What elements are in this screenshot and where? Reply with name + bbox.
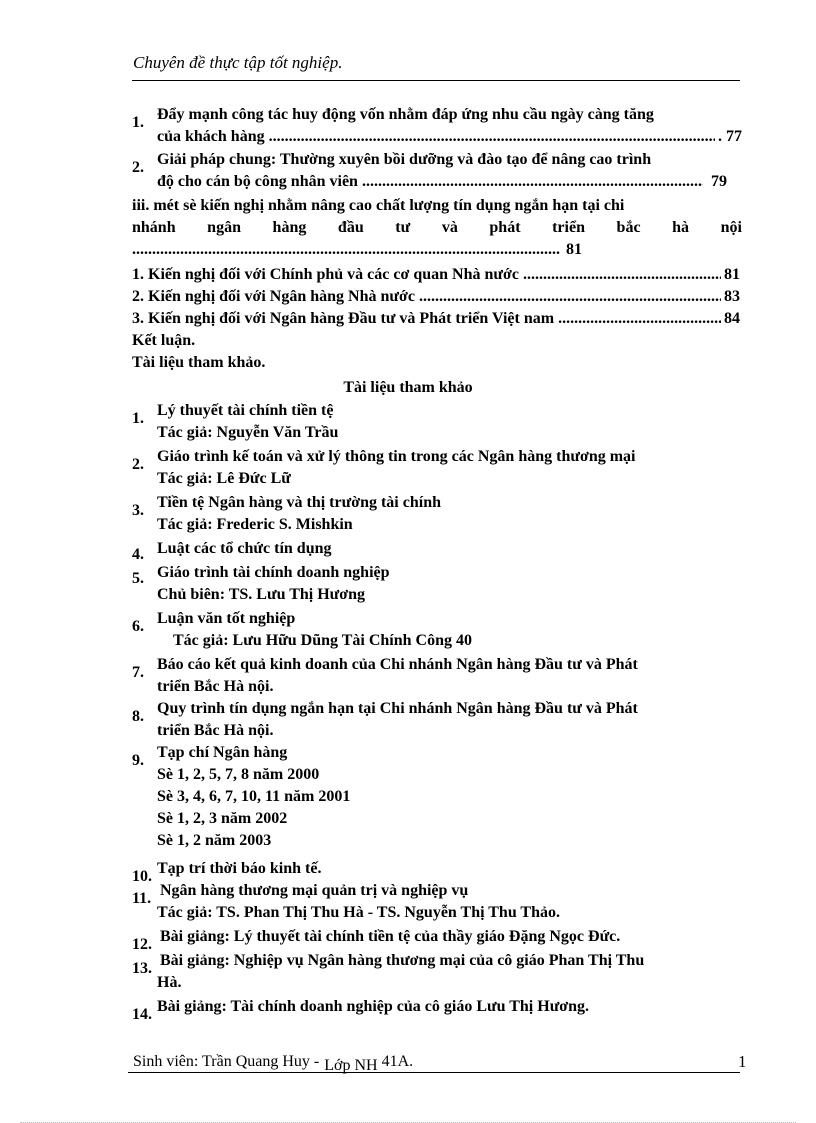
bibliography-item-line: Luật các tổ chức tín dụng xyxy=(157,540,332,557)
leader-dots xyxy=(362,171,703,193)
page-header-title: Chuyên đề thực tập tốt nghiệp. xyxy=(133,53,343,72)
bibliography-item-line: Tác giả: TS. Phan Thị Thu Hà - TS. Nguyễn Thị Thu Thảo. xyxy=(157,904,560,921)
bibliography-item-line: triển Bắc Hà nội. xyxy=(157,678,274,695)
bibliography-item-number: 7. xyxy=(132,664,144,681)
bibliography-item-line: triển Bắc Hà nội. xyxy=(157,722,274,739)
toc-section-line xyxy=(132,239,582,261)
toc-rec-1 xyxy=(132,264,740,286)
toc-section-word: phát xyxy=(489,219,521,236)
bibliography-item-line: Giáo trình kế toán và xử lý thông tin trong các Ngân hàng thương mại xyxy=(157,448,636,465)
header-rule xyxy=(132,80,740,81)
bibliography-item-line: Tạp chí Ngân hàng xyxy=(157,744,288,761)
toc-section-iii xyxy=(132,195,742,261)
footer-class-label: Lớp NH xyxy=(324,1057,378,1074)
bibliography-item-line: Tác giả: Frederic S. Mishkin xyxy=(157,516,353,533)
toc-item-2 xyxy=(132,149,742,193)
leader-dots xyxy=(269,126,715,148)
footer-rule xyxy=(128,1072,740,1073)
bibliography-item-number: 13. xyxy=(132,960,152,977)
bibliography-item-number: 1. xyxy=(132,410,144,427)
toc-section-line: iii. mét sè kiến nghị nhằm nâng cao chất lượng tín dụng ngắn hạn tại chi xyxy=(132,197,625,214)
toc-page-number: . 77 xyxy=(718,128,742,145)
toc-page-number: 83 xyxy=(724,288,740,305)
toc-item-text: của khách hàng xyxy=(157,128,265,145)
bibliography-item-number: 11. xyxy=(132,890,152,907)
toc-page-number: 81 xyxy=(724,266,740,283)
bibliography-item-number: 4. xyxy=(132,546,144,563)
footer-student-name: Sinh viên: Trần Quang Huy - xyxy=(133,1053,320,1070)
bibliography-item-number: 6. xyxy=(132,618,144,635)
toc-section-word: và xyxy=(441,219,458,236)
bibliography-item-line: Quy trình tín dụng ngắn hạn tại Chi nhánh Ngân hàng Đầu tư và Phát xyxy=(157,700,638,717)
toc-item-line: Giải pháp chung: Thường xuyên bồi dưỡng và đào tạo để nâng cao trình xyxy=(157,151,652,168)
bibliography-item-line: Tiền tệ Ngân hàng và thị trường tài chính xyxy=(157,494,441,511)
toc-section-word: triển xyxy=(552,219,585,236)
bibliography-item-line: Chủ biên: TS. Lưu Thị Hương xyxy=(157,586,366,603)
bibliography-item-line: Ngân hàng thương mại quản trị và nghiệp vụ xyxy=(160,882,469,899)
toc-item-line: Đẩy mạnh công tác huy động vốn nhằm đáp ứng nhu cầu ngày càng tăng xyxy=(157,106,654,123)
bibliography-item-line: Bài giảng: Lý thuyết tài chính tiền tệ của thầy giáo Đặng Ngọc Đức. xyxy=(160,928,621,945)
bibliography-item-line: Bài giảng: Tài chính doanh nghiệp của cô giáo Lưu Thị Hương. xyxy=(157,998,590,1015)
bibliography-item-line: Tác giả: Lưu Hữu Dũng Tài Chính Công 40 xyxy=(173,632,472,649)
bibliography-item-number: 14. xyxy=(132,1006,152,1023)
toc-rec-3 xyxy=(132,308,740,330)
bibliography-item-number: 3. xyxy=(132,502,144,519)
bibliography-item-number: 2. xyxy=(132,456,144,473)
toc-section-word: hà xyxy=(672,219,690,236)
bibliography-item-line: Sè 1, 2, 3 năm 2002 xyxy=(157,810,288,827)
toc-section-word: ngân xyxy=(207,219,241,236)
bibliography-item-line: Hà. xyxy=(157,974,182,991)
toc-references: Tài liệu tham khảo. xyxy=(132,354,266,371)
bibliography-item-line: Sè 1, 2, 5, 7, 8 năm 2000 xyxy=(157,766,320,783)
bibliography-item-line: Sè 1, 2 năm 2003 xyxy=(157,832,272,849)
toc-section-word: bắc xyxy=(616,219,641,236)
bibliography-item-line: Tác giả: Nguyễn Văn Trầu xyxy=(157,424,339,441)
toc-rec-text: 1. Kiến nghị đối với Chính phủ và các cơ quan Nhà nước xyxy=(132,266,519,283)
bibliography-item-number: 12. xyxy=(132,936,152,953)
toc-page-number: 81 xyxy=(566,241,582,258)
bibliography-item-line: Báo cáo kết quả kinh doanh của Chi nhánh Ngân hàng Đầu tư và Phát xyxy=(157,656,638,673)
toc-rec-text: 2. Kiến nghị đối với Ngân hàng Nhà nước xyxy=(132,288,415,305)
bibliography-item-line: Tạp trí thời báo kinh tế. xyxy=(157,860,322,877)
bibliography-item-line: Sè 3, 4, 6, 7, 10, 11 năm 2001 xyxy=(157,788,351,805)
bibliography-item-line: Bài giảng: Nghiệp vụ Ngân hàng thương mại của cô giáo Phan Thị Thu xyxy=(160,952,645,969)
toc-rec-2 xyxy=(132,286,740,308)
toc-rec-text: 3. Kiến nghị đối với Ngân hàng Đầu tư và Phát triển Việt nam xyxy=(132,310,555,327)
toc-page-number: 84 xyxy=(724,310,740,327)
toc-section-word: nội xyxy=(720,219,742,236)
toc-conclusion: Kết luận. xyxy=(132,332,196,349)
leader-dots xyxy=(419,286,721,308)
footer-class-code: 41A. xyxy=(381,1053,414,1070)
footer-student xyxy=(133,1053,414,1074)
bibliography-title: Tài liệu tham khảo xyxy=(343,379,473,396)
toc-section-word: tư xyxy=(395,219,411,236)
toc-section-justified-line xyxy=(132,217,742,239)
bibliography-item-number: 10. xyxy=(132,868,152,885)
leader-dots xyxy=(558,308,721,330)
toc-section-word: nhánh xyxy=(132,219,176,236)
toc-item-number: 2. xyxy=(132,159,144,176)
bibliography-item-number: 5. xyxy=(132,570,144,587)
bibliography-item-line: Lý thuyết tài chính tiền tệ xyxy=(157,402,334,419)
toc-item-1 xyxy=(132,104,742,148)
bibliography-item-line: Tác giả: Lê Đức Lữ xyxy=(157,470,291,487)
leader-dots xyxy=(523,264,721,286)
toc-item-line xyxy=(157,171,727,193)
leader-dots xyxy=(132,239,560,261)
bibliography-item-line: Giáo trình tài chính doanh nghiệp xyxy=(157,564,390,581)
toc-recommendations xyxy=(132,264,742,374)
toc-item-line xyxy=(157,126,742,148)
toc-section-word: hàng xyxy=(272,219,307,236)
toc-item-number: 1. xyxy=(132,114,144,131)
toc-page-number: 79 xyxy=(711,173,727,190)
toc-section-word: đầu xyxy=(337,219,364,236)
bibliography-item-line: Luận văn tốt nghiệp xyxy=(157,610,296,627)
toc-item-text: độ cho cán bộ công nhân viên xyxy=(157,173,358,190)
bibliography-item-number: 9. xyxy=(132,752,144,769)
bibliography-item-number: 8. xyxy=(132,708,144,725)
page-number: 1 xyxy=(738,1052,747,1071)
